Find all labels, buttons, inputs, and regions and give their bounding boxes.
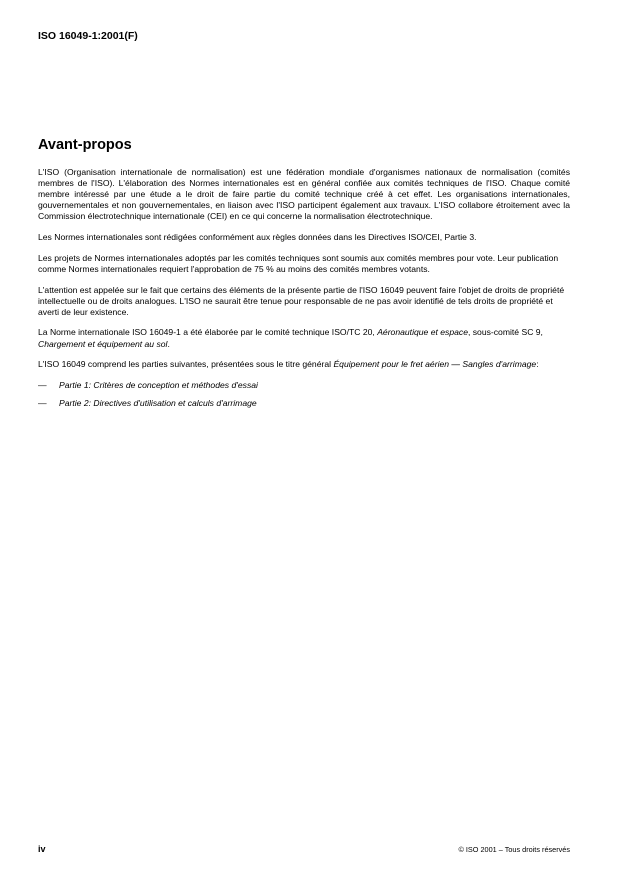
foreword-body [38,167,570,416]
part-1-title: Partie 1: Critères de conception et méthodes d'essai [59,379,258,390]
paragraph-committee [38,327,570,349]
committee-text-e: . [167,338,170,349]
page-title: Avant-propos [38,137,132,153]
general-title: Équipement pour le fret aérien — Sangles d'arrimage [333,359,537,370]
paragraph-parts-intro [38,359,570,370]
list-item [38,398,570,409]
page-number: iv [38,844,46,854]
committee-name: Aéronautique et espace [377,327,468,338]
dash-marker: — [38,379,47,390]
dash-marker: — [38,397,47,408]
paragraph-patent-rights: L'attention est appelée sur le fait que certains des éléments de la présente partie de l'ISO 16049 peuvent faire l'objet de droits de propriété intellectuelle ou de droits analogues. L'ISO ne saurait être tenue pour responsable de ne pas avoir identifié de tels droits de propriété et averti de leur existence. [38,284,565,317]
committee-text-c: , sous-comité SC 9, [467,327,543,338]
parts-intro-text: L'ISO 16049 comprend les parties suivantes, présentées sous le titre général [38,359,334,370]
subcommittee-name: Chargement et équipement au sol [38,338,168,349]
paragraph-iso-overview: L'ISO (Organisation internationale de normalisation) est une fédération mondiale d'organismes nationaux de normalisation (comités membres de l'ISO). L'élaboration des Normes internationales est en général confiée aux comités techniques de l'ISO. Chaque comité membre intéressé par une étude a le droit de faire partie du comité technique créé à cet effet. Les organisations internationales, gouvernementales et non gouvernementales, en liaison avec l'ISO participent également aux travaux. L'ISO collabore étroitement avec la Commission électrotechnique internationale (CEI) en ce qui concerne la normalisation électrotechnique. [38,167,570,222]
document-id: ISO 16049-1:2001(F) [38,30,138,42]
paragraph-voting: Les projets de Normes internationales adoptés par les comités techniques sont soumis aux comités membres pour vote. Leur publication comme Normes internationales requiert l'approbation de 75 % au moins des comités membres votants. [38,252,559,274]
parts-intro-colon: : [536,359,539,370]
copyright-notice: © ISO 2001 – Tous droits réservés [458,845,570,854]
list-item [38,380,570,391]
committee-text-a: La Norme internationale ISO 16049-1 a été élaborée par le comité technique ISO/TC 20, [38,327,378,338]
paragraph-directives: Les Normes internationales sont rédigées conformément aux règles données dans les Directives ISO/CEI, Partie 3. [38,232,477,243]
part-2-title: Partie 2: Directives d'utilisation et calculs d'arrimage [59,397,257,408]
